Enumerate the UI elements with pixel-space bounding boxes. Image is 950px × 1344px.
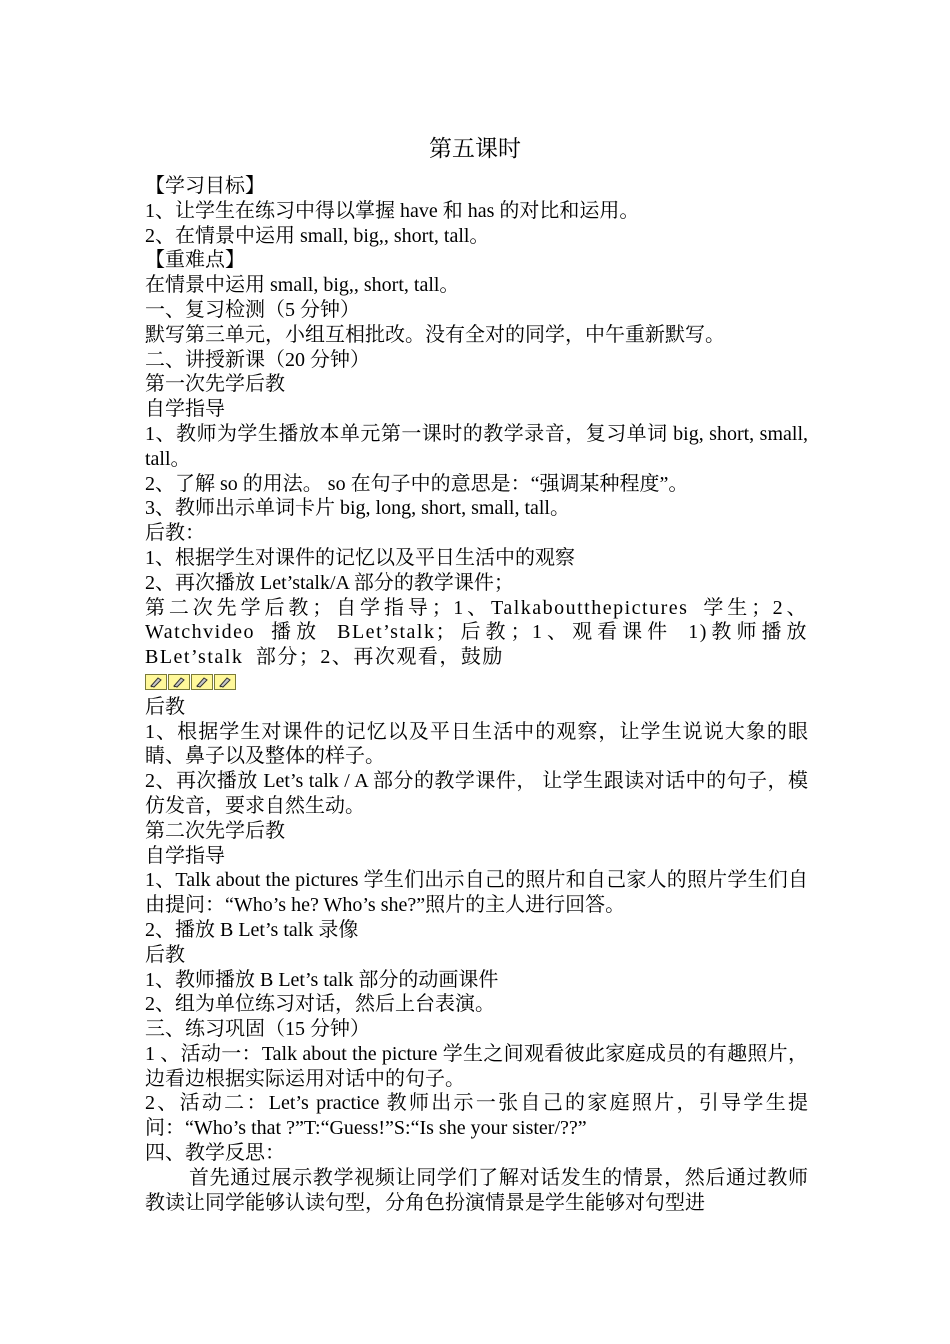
paragraph: 2、再次播放 Let’stalk/A 部分的教学课件；: [145, 571, 514, 594]
paragraph: 1、根据学生对课件的记忆以及平日生活中的观察: [145, 546, 575, 569]
paragraph: 2、播放 B Let’s talk 录像: [145, 918, 359, 941]
icon-row: [145, 670, 808, 695]
subheading: 第一次先学后教: [145, 373, 285, 396]
section-heading-key-points: 【重难点】: [145, 249, 245, 272]
paragraph: 1、根据学生对课件的记忆以及平日生活中的观察，让学生说说大象的眼睛、鼻子以及整体的样子。: [145, 720, 808, 768]
paragraph: 2、再次播放 Let’s talk / A 部分的教学课件， 让学生跟读对话中的句子，模仿发音，要求自然生动。: [145, 770, 808, 817]
subheading: 自学指导: [145, 844, 225, 867]
section-heading-new-lesson: 二、讲授新课（20 分钟）: [145, 348, 370, 371]
paragraph: 2、活动二：Let’s practice 教师出示一张自己的家庭照片，引导学生提问：“Who’s that ?”T:“Guess!”S:“Is she your sister/??”: [145, 1092, 808, 1140]
pencil-icon: [214, 674, 236, 690]
paragraph: 1、Talk about the pictures 学生们出示自己的照片和自己家人的照片学生们自由提问：“Who’s he? Who’s she?”照片的主人进行回答。: [145, 869, 808, 917]
paragraph: 1 、活动一：Talk about the picture 学生之间观看彼此家庭成员的有趣照片，边看边根据实际运用对话中的句子。: [145, 1042, 808, 1090]
document-body: [145, 174, 808, 1215]
subheading: 第二次先学后教: [145, 819, 285, 842]
paragraph: 2、了解 so 的用法。 so 在句子中的意思是：“强调某种程度”。: [145, 472, 689, 495]
section-heading-review: 一、复习检测（5 分钟）: [145, 298, 360, 321]
paragraph-spaced: 第二次先学后教；自学指导；1、Talkaboutthepictures 学生；2、Watchvideo 播放 BLet’stalk；后教；1、观看课件 1)教师播放 BLet’stalk 部分；2、再次观看，鼓励: [145, 596, 808, 669]
document-title: 第五课时: [429, 136, 521, 161]
subheading: 后教: [145, 943, 185, 966]
objective-item: 2、在情景中运用 small, big,, short, tall。: [145, 224, 490, 247]
subheading: 自学指导: [145, 398, 225, 421]
subheading: 后教：: [145, 522, 205, 545]
paragraph: 2、组为单位练习对话，然后上台表演。: [145, 993, 495, 1016]
paragraph: 1、教师播放 B Let’s talk 部分的动画课件: [145, 968, 499, 991]
pencil-icon: [145, 674, 167, 690]
paragraph: 3、教师出示单词卡片 big, long, short, small, tall。: [145, 497, 570, 520]
pencil-icon: [168, 674, 190, 690]
paragraph: 1、教师为学生播放本单元第一课时的教学录音，复习单词 big, short, small, tall。: [145, 422, 808, 470]
key-point-text: 在情景中运用 small, big,, short, tall。: [145, 274, 460, 297]
section-heading-objectives: 【学习目标】: [145, 175, 265, 197]
section-heading-practice: 三、练习巩固（15 分钟）: [145, 1018, 370, 1041]
pencil-icon: [191, 674, 213, 690]
section-heading-reflection: 四、教学反思：: [145, 1142, 285, 1165]
subheading: 后教: [145, 695, 185, 718]
objective-item: 1、让学生在练习中得以掌握 have 和 has 的对比和运用。: [145, 199, 640, 222]
reflection-paragraph: 首先通过展示教学视频让同学们了解对话发生的情景，然后通过教师教读让同学能够认读句型，分角色扮演情景是学生能够对句型进: [145, 1166, 808, 1214]
review-text: 默写第三单元，小组互相批改。没有全对的同学，中午重新默写。: [145, 323, 725, 346]
